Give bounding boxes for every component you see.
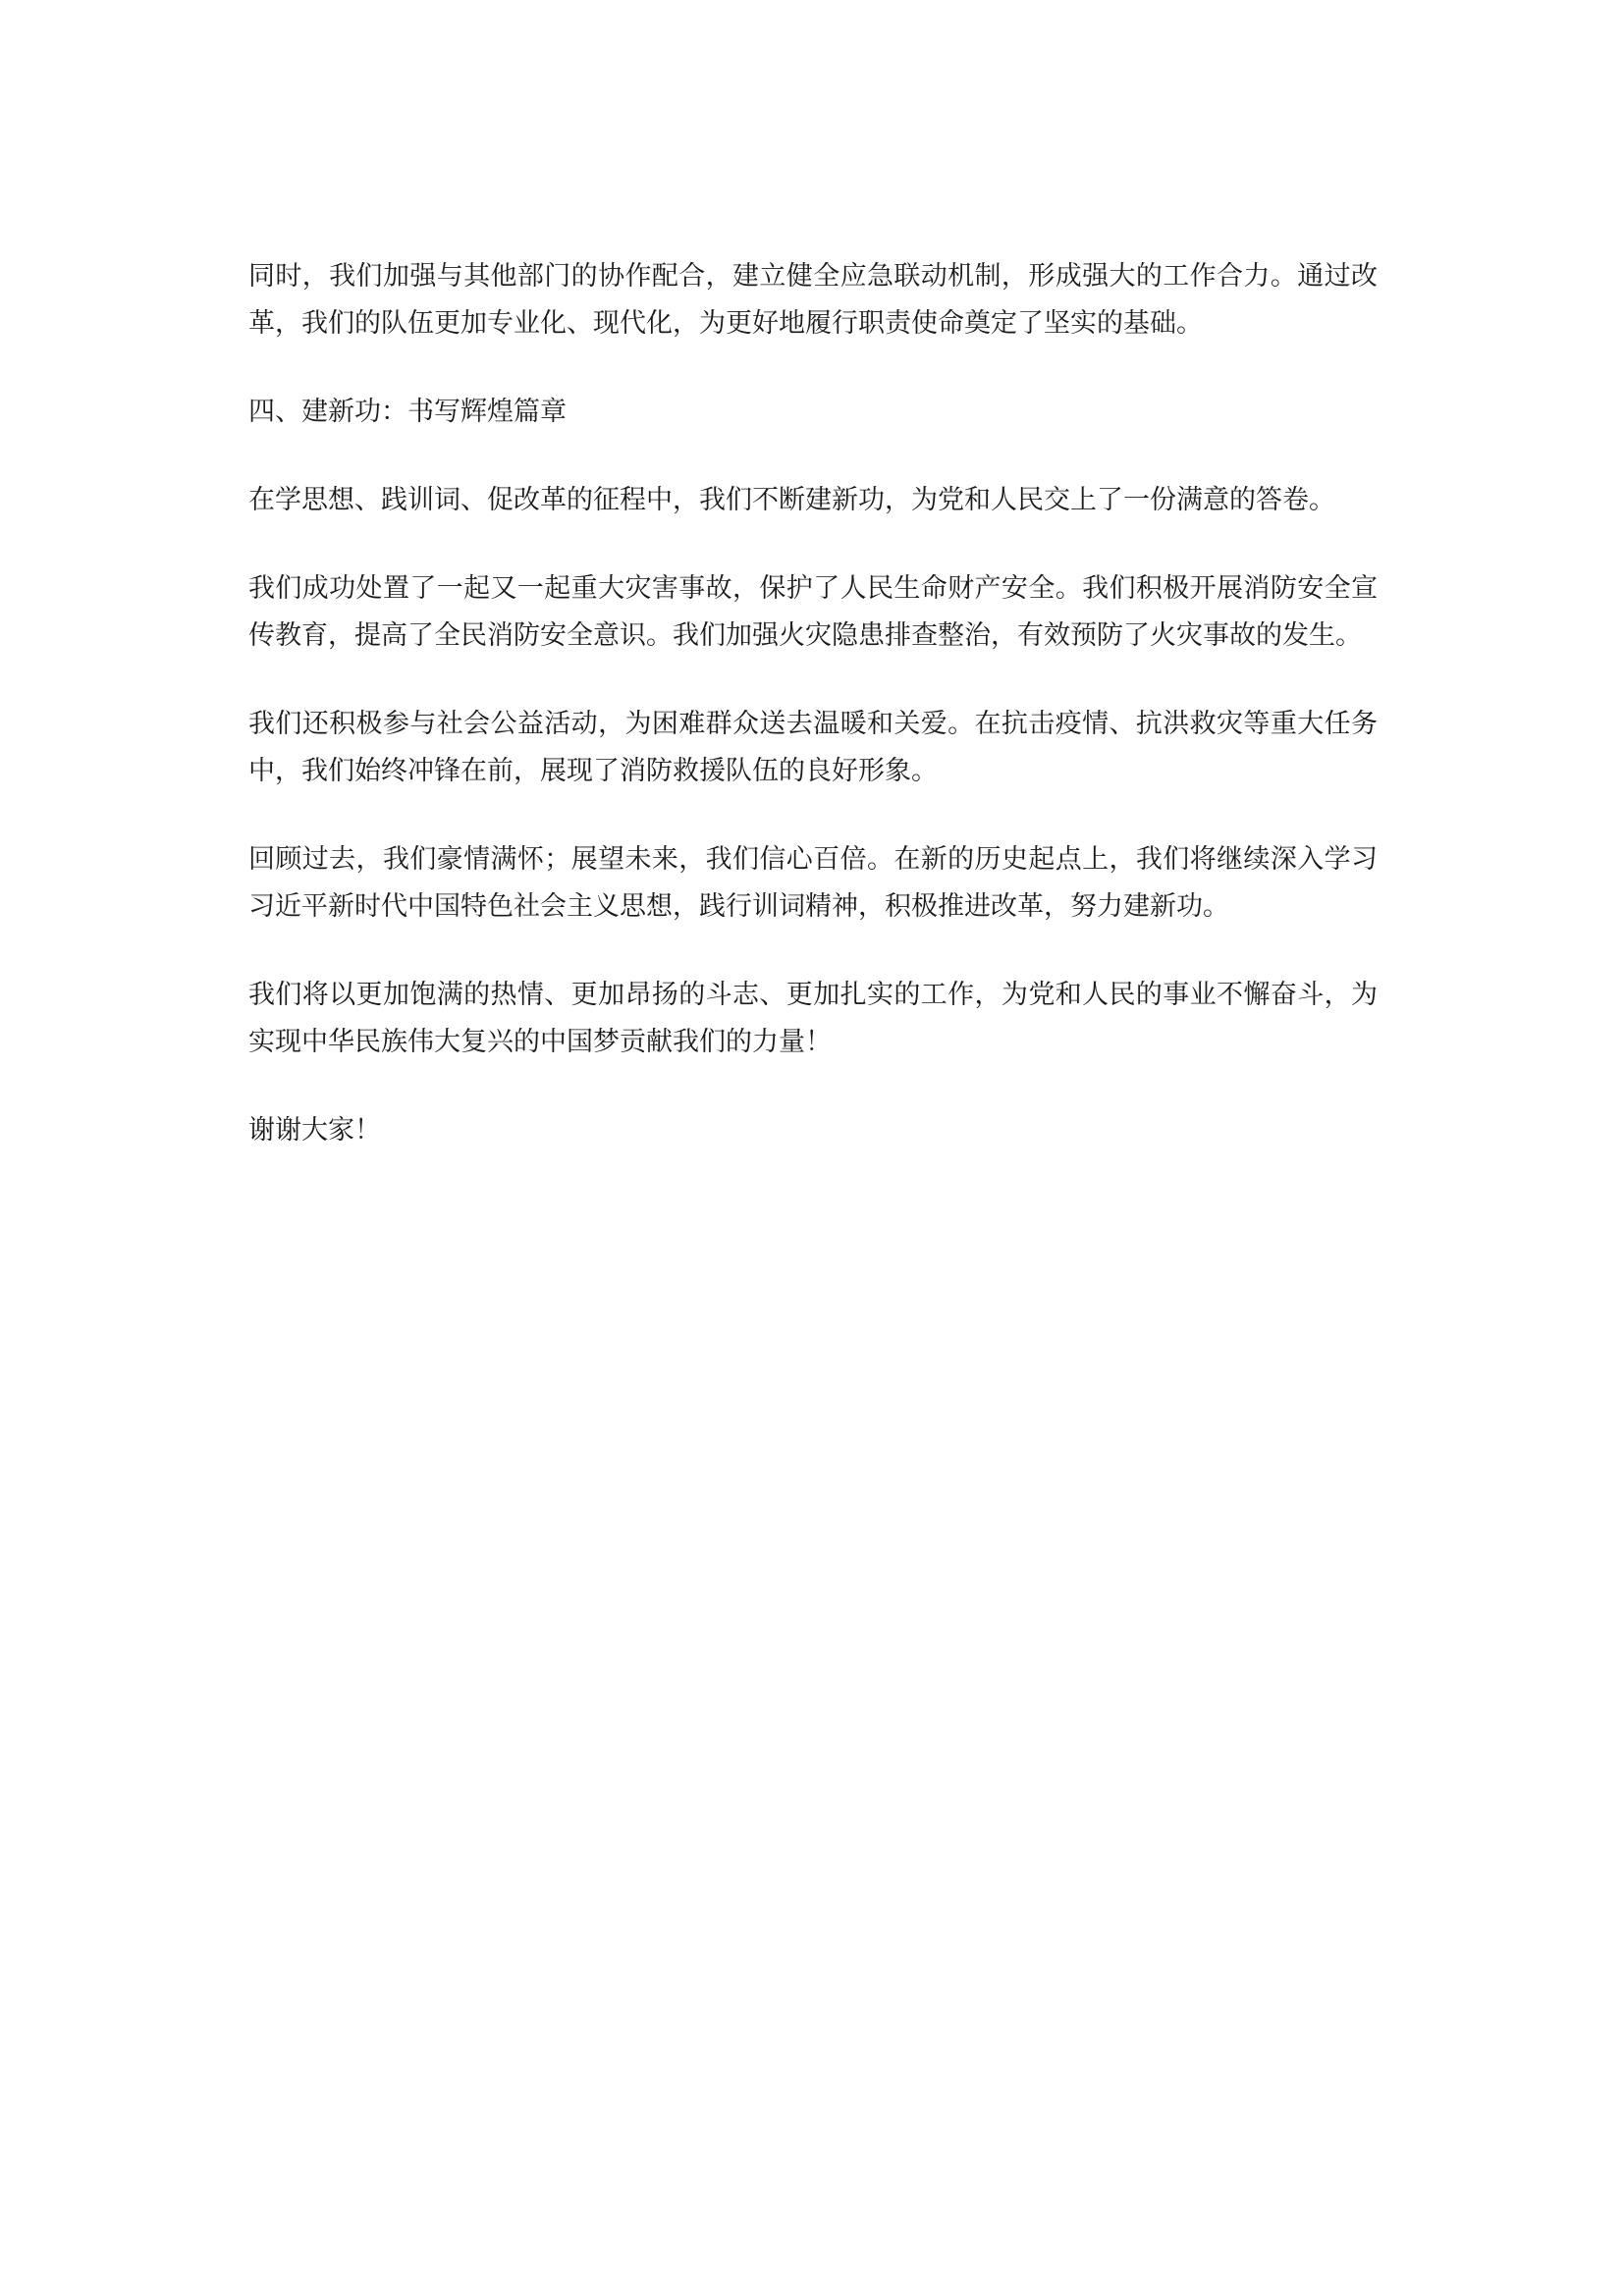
paragraph-cooperation: 同时，我们加强与其他部门的协作配合，建立健全应急联动机制，形成强大的工作合力。通过改革，我们的队伍更加专业化、现代化，为更好地履行职责使命奠定了坚实的基础。	[248, 261, 1378, 339]
paragraph-looking-forward: 回顾过去，我们豪情满怀；展望未来，我们信心百倍。在新的历史起点上，我们将继续深入学习习近平新时代中国特色社会主义思想，践行训词精神，积极推进改革，努力建新功。	[248, 844, 1378, 922]
paragraph-commitment: 我们将以更加饱满的热情、更加昂扬的斗志、更加扎实的工作，为党和人民的事业不懈奋斗，为实现中华民族伟大复兴的中国梦贡献我们的力量！	[248, 980, 1378, 1057]
paragraph-disaster-response: 我们成功处置了一起又一起重大灾害事故，保护了人民生命财产安全。我们积极开展消防安全宣传教育，提高了全民消防安全意识。我们加强火灾隐患排查整治，有效预防了火灾事故的发生。	[248, 573, 1378, 651]
paragraph-intro-new-achievements: 在学思想、践训词、促改革的征程中，我们不断建新功，为党和人民交上了一份满意的答卷。	[248, 485, 1335, 515]
document-body	[248, 253, 1378, 1196]
closing-thanks: 谢谢大家！	[248, 1115, 381, 1146]
section-heading-4: 四、建新功：书写辉煌篇章	[248, 397, 567, 427]
paragraph-public-welfare: 我们还积极参与社会公益活动，为困难群众送去温暖和关爱。在抗击疫情、抗洪救灾等重大任务中，我们始终冲锋在前，展现了消防救援队伍的良好形象。	[248, 709, 1378, 786]
